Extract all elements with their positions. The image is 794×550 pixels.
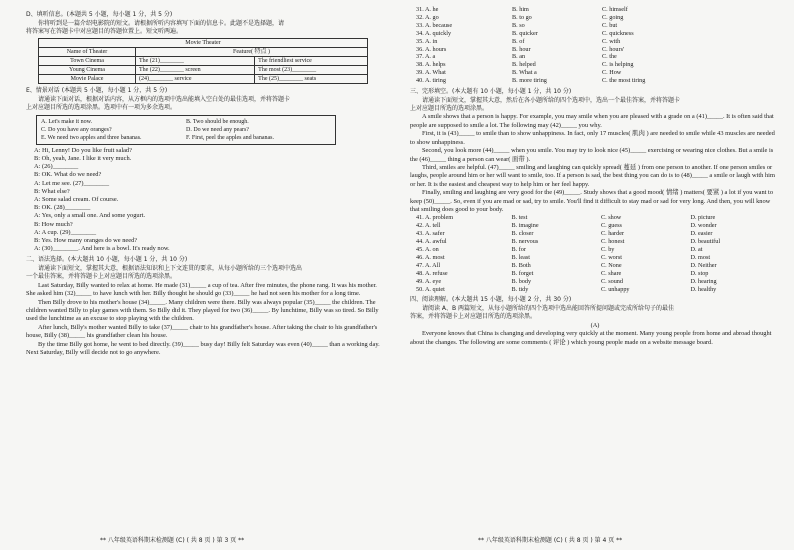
choice-option: B. forget (511, 269, 534, 277)
choice-option: C. the (602, 53, 617, 61)
choice-option: 39. A. What (416, 69, 446, 77)
choice-row (416, 14, 780, 22)
choice-option: C. How (602, 69, 622, 77)
choice-option: C. harder (600, 230, 625, 238)
choice-option: D. easier (690, 230, 713, 238)
passage-label: (A) (590, 321, 600, 329)
choice-option: 50. A. quiet (416, 285, 445, 293)
choice-option: 45. A. on (416, 245, 439, 253)
choice-option: 40. A. tiring (416, 77, 446, 85)
choice-option: C. but (602, 21, 618, 29)
choice-row (416, 77, 780, 85)
choice-option: B. Both (511, 261, 531, 269)
table-row (39, 75, 368, 84)
choice-option: C. show (600, 214, 622, 222)
choice-row (416, 46, 780, 54)
choice-option: B. more tiring (512, 77, 547, 85)
table-row (39, 57, 368, 66)
dialogue-line: B: OK. (28)________ (34, 204, 91, 212)
choice-option: 49. A. eye (416, 277, 442, 285)
option-b: B. Two should be enough. (186, 118, 249, 125)
table-cell: The (21)________ (136, 57, 255, 66)
dialogue-line: A: Some salad cream. Of course. (34, 196, 119, 204)
section-3-instructions: 请通读下面短文，掌握其大意，然后在各小题所给的四个选项中，选出一个最佳答案，并将答题卡 (422, 96, 681, 104)
section-3-title: 三、完形填空。(本大题有 10 小题，每小题 1 分，共 10 分) (410, 88, 572, 96)
section-4-instructions-2: 答案，并将答题卡上对应题目所选的选项涂黑。 (410, 313, 537, 321)
table-cell: The most (23)________ (255, 66, 368, 75)
choice-row (416, 254, 780, 262)
cloze-paragraph: Second, you look more (44)_____ when you smile. You may try to look nice (45)_____ exercising or wearing nice clothes. But a smile is the (46)_____ thing a person can wear( 面带 ). (410, 147, 774, 163)
choice-option: 42. A. tell (416, 222, 441, 230)
table-col-header: Name of Theater (39, 48, 136, 57)
choice-option: C. None (600, 261, 622, 269)
table-cell: Movie Palace (39, 75, 136, 84)
page-footer: ** 八年级英语科期末检测题 (C) ( 共 8 页 ) 第 3 页 ** (100, 537, 245, 544)
choice-option: B. nervous (511, 238, 539, 246)
choice-option: 33. A. because (416, 21, 453, 29)
choice-option: C. going (602, 13, 624, 21)
choice-row (416, 286, 780, 294)
passage-paragraph: Last Saturday, Billy wanted to relax at home. He made (31)_____ a cup of tea. After five minutes, the phone rang. It was his mother. She asked him (32)_____ to have lunch with her. Billy thought he should go (33)_____ he had not seen his mother for a long time. (26, 281, 377, 298)
choice-option: 38. A. helps (416, 61, 446, 69)
section-e-instructions-2: 上对应题目所选的选项涂黑。选项中有一项为多余选项。 (26, 104, 177, 112)
choice-option: B. What a (512, 69, 537, 77)
choice-option: B. him (512, 6, 529, 13)
cloze-choices (416, 214, 780, 293)
choice-option: D. at (690, 245, 703, 253)
table-cell: The (25)________ seats (255, 75, 368, 84)
section-3-instructions-2: 上对应题目所选的选项涂黑。 (410, 105, 489, 113)
table-heading: Movie Theater (39, 39, 368, 48)
choice-row (416, 53, 780, 61)
dialogue-line: A: Yes, only a small one. And some yogurt. (34, 212, 146, 220)
choice-row (416, 230, 780, 238)
right-page (398, 0, 794, 550)
choice-option: D. hearing (690, 277, 717, 285)
choice-option: 47. A. All (416, 261, 441, 269)
choice-option: B. helped (512, 61, 536, 69)
dialogue-line: A: Hi, Lenny! Do you like fruit salad? (34, 146, 132, 154)
choice-option: C. quickness (602, 29, 634, 37)
table-col-header: Feature( 特点 ) (136, 48, 368, 57)
choice-row (416, 214, 780, 222)
choice-row (416, 270, 780, 278)
choice-row (416, 246, 780, 254)
dialogue-line: A: A cup. (29)________ (34, 228, 97, 236)
table-cell: The friendliest service (255, 57, 368, 66)
choice-option: B. tidy (511, 285, 529, 293)
choice-row (416, 238, 780, 246)
section-4-title: 四、阅读理解。(本大题共 15 小题，每小题 2 分，共 30 分) (410, 296, 572, 304)
page-footer: ** 八年级英语科期末检测题 (C) ( 共 8 页 ) 第 4 页 ** (478, 537, 623, 544)
choice-option: B. test (511, 214, 528, 222)
passage-paragraph: By the time Billy got home, he went to bed directly. (39)_____ busy day! Billy felt Saturday was even (40)_____ than a working day. Next Saturday, Billy will decide not to go anywhere. (26, 340, 380, 357)
choice-row (416, 278, 780, 286)
choice-option: C. sound (600, 277, 623, 285)
dialogue-line: B: OK. What do we need? (34, 171, 102, 179)
choice-option: C. honest (600, 238, 625, 246)
choice-option: B. hour (512, 45, 531, 53)
choice-option: C. by (600, 245, 615, 253)
choice-option: C. with (602, 37, 621, 45)
choice-option: B. an (512, 53, 526, 61)
choice-option: C. worst (600, 253, 622, 261)
section-2-instructions: 请通读下面短文，掌握其大意，根据语法知识和上下文连贯的要求，从每小题所给的三个选项中选出 (38, 265, 303, 273)
dialogue (26, 147, 388, 254)
movie-theater-table (38, 38, 368, 84)
table-cell: The (22)________ screen (136, 66, 255, 75)
choice-option: B. imagine (511, 222, 539, 230)
dialogue-line: A: (30)________. And here is a bowl. It's ready now. (34, 245, 170, 253)
options-box (36, 115, 336, 145)
choice-option: B. of (512, 37, 525, 45)
choice-row (416, 61, 780, 69)
dialogue-line: B: What else? (34, 187, 70, 195)
choice-option: 43. A. safer (416, 230, 445, 238)
option-d: D. Do we need any pears? (186, 126, 249, 133)
choice-option: B. body (511, 277, 532, 285)
option-c: C. Do you have any oranges? (41, 126, 112, 133)
dialogue-line: B: How much? (34, 220, 73, 228)
dialogue-line: A: Let me see. (27)________ (34, 179, 110, 187)
choice-row (416, 222, 780, 230)
table-cell: (24)________ service (136, 75, 255, 84)
choice-row (416, 6, 780, 14)
choice-option: 44. A. awful (416, 238, 447, 246)
cloze-paragraph: Finally, smiling and laughing are very good for the (49)_____. Study shows that a good mood( 情绪 ) matters( 要紧 ) a lot if you want to keep (50)_____. So, even if you are mad or sad, try to smile. You'll find it difficult to stay mad or sad for very long. And then, you will know that smiling does good to your body. (410, 189, 774, 213)
passage-paragraph: After lunch, Billy's mother wanted Billy to take (37)_____ chair to his grandfather's house. After taking the chair to his grandfather's house, Billy (38)_____ his grandfather clean his house. (26, 323, 378, 340)
table-cell: Town Cinema (39, 57, 136, 66)
choice-option: 46. A. most (416, 253, 445, 261)
choice-option: C. the most tiring (602, 77, 646, 85)
choice-option: B. to go (512, 13, 532, 21)
choice-option: 48. A. refuse (416, 269, 448, 277)
choice-option: D. picture (690, 214, 716, 222)
section-4-instructions: 请阅读 A、B 两篇短文，从每小题所给的四个选项中选出能回答所提问题或完成所给句子的最佳 (422, 305, 675, 312)
cloze-paragraph: A smile shows that a person is happy. For example, you may smile when you are pleased with a grade on a (41)_____. It is often said that people are supposed to smile a lot. The following may (42)_____ you why. (410, 113, 774, 129)
choice-option: D. beautiful (690, 238, 721, 246)
option-f: F. First, peel the apples and bananas. (186, 134, 274, 141)
cloze-paragraph: First, it is (43)_____ to smile than to show unhappiness. In fact, only 17 muscles( 肌肉 ) are needed to smile while 43 muscles are needed to show unhappiness. (410, 130, 775, 146)
choice-row (416, 69, 780, 77)
choice-option: D. healthy (690, 285, 717, 293)
choice-row (416, 38, 780, 46)
choice-option: 32. A. go (416, 13, 439, 21)
choice-row (416, 262, 780, 270)
section-e-title: E、情景对话 (本题共 5 小题，每小题 1 分，共 5 分) (26, 87, 168, 95)
choice-option: C. share (600, 269, 622, 277)
dialogue-line: B: Oh, yeah, Jane. I like it very much. (34, 155, 132, 163)
section-d-instructions: 你将听到是一篇介绍电影院的短文。请根据所听内容填写下面的信息卡。此题不是选择题，请 (38, 19, 285, 27)
choice-option: C. unhappy (600, 285, 630, 293)
dialogue-line: B: Yes. How many oranges do we need? (34, 237, 138, 245)
choice-option: C. himself (602, 6, 628, 13)
choice-row (416, 22, 780, 30)
choice-option: B. so (512, 21, 525, 29)
choice-option: D. most (690, 253, 711, 261)
choice-option: D. wonder (690, 222, 717, 230)
choice-option: D. Neither (690, 261, 717, 269)
choice-option: 35. A. in (416, 37, 438, 45)
reading-paragraph: Everyone knows that China is changing and developing very quickly at the moment. Many young people from home and abroad thought about the changes. The following are some comments ( 评论 ) which young people made on a website message board. (410, 330, 772, 346)
choice-option: 37. A. a (416, 53, 436, 61)
cloze-paragraph: Third, smiles are helpful. (47)_____ smiling and laughing can quickly spread( 蔓延 ) from one person to another. If one person smiles or laughs, people around him or her will want to smile, too. If a person is sad, the best thing you can do is to (48)_____ a smile or laugh with him or her. It is the easiest and cheapest way to help him or her feel happy. (410, 163, 775, 188)
grammar-choices (416, 6, 780, 85)
choice-option: B. for (511, 245, 526, 253)
table-cell: Young Cinema (39, 66, 136, 75)
choice-row (416, 30, 780, 38)
section-d-title: D、填听信息。(本题共 5 小题，每小题 1 分，共 5 分) (26, 11, 173, 18)
choice-option: 31. A. he (416, 6, 439, 13)
table-row (39, 66, 368, 75)
choice-option: B. quicker (512, 29, 538, 37)
section-d-instructions-2: 将答案写在答题卡中对应题目的答题位置上。短文听两遍。 (26, 28, 183, 35)
choice-option: D. stop (690, 269, 709, 277)
passage-paragraph: Then Billy drove to his mother's house (34)_____. Many children were there. Billy was always popular (35)_____ the children. The children wanted Billy to play games with them. So Billy did it. They played for two (36)_____. By lunchtime, Billy was so tired. So Billy used the lunchtime as an excuse to stop playing with the children. (26, 298, 379, 323)
section-e-instructions: 请通读下面对话，根据对话内容，从方框内的选项中选出能填入空白处的最佳选项，并将答题卡 (38, 96, 291, 103)
option-e: E. We need two apples and three bananas. (41, 134, 142, 141)
section-2-title: 二、语法选择。(本大题共 10 小题，每小题 1 分，共 10 分) (26, 256, 188, 264)
section-2-instructions-2: 一个最佳答案，并将答题卡上对应题目所选的选项涂黑。 (26, 273, 177, 281)
choice-option: C. hours' (602, 45, 625, 53)
choice-option: B. least (511, 253, 531, 261)
choice-option: C. guess (600, 222, 622, 230)
option-a: A. Let's make it now. (41, 118, 93, 125)
choice-option: 41. A. problem (416, 214, 454, 222)
dialogue-line: A: (26)________ (34, 163, 79, 171)
choice-option: B. closer (511, 230, 534, 238)
choice-option: 36. A. hours (416, 45, 447, 53)
choice-option: 34. A. quickly (416, 29, 452, 37)
choice-option: C. is helping (602, 61, 634, 69)
